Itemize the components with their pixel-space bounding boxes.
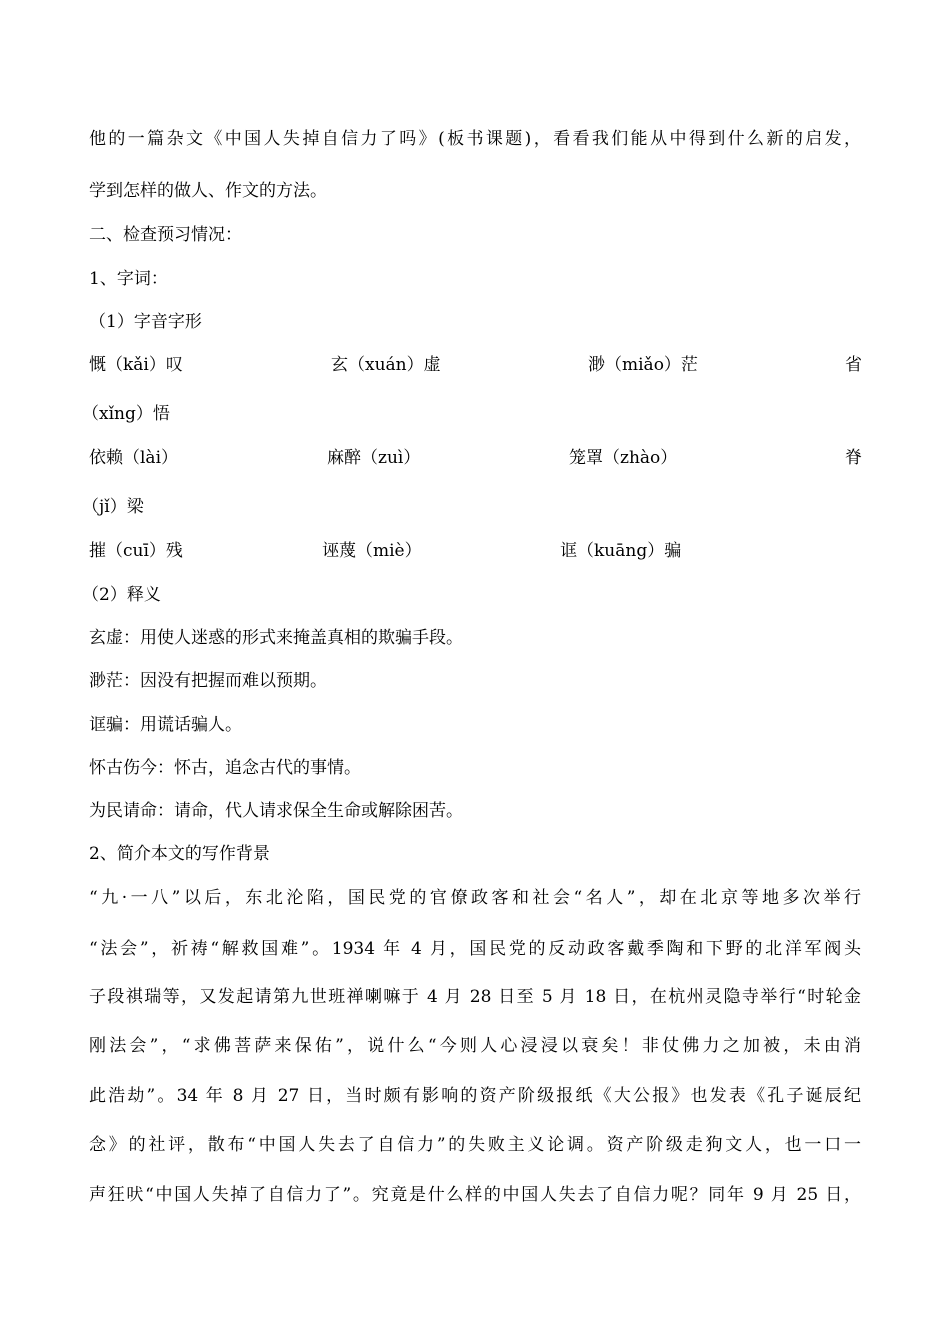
pinyin-item: 诬蔑（miè） xyxy=(322,541,422,561)
subheading-definitions: （2）释义 xyxy=(82,585,161,605)
pinyin-item: 玄（xuán）虚 xyxy=(331,355,441,375)
background-paragraph-line: “法会”，祈祷“解救国难”。1934 年 4 月，国民党的反动政客戴季陶和下野的北洋军阀头 xyxy=(89,939,861,959)
background-paragraph-line: 子段祺瑞等，又发起请第九世班禅喇嘛于 4 月 28 日至 5 月 18 日，在杭州灵隐寺举行“时轮金 xyxy=(89,987,861,1007)
pinyin-item: 渺（miǎo）茫 xyxy=(588,355,698,375)
pinyin-item: （jǐ）梁 xyxy=(82,497,144,517)
definition-item: 渺茫：因没有把握而难以预期。 xyxy=(89,671,327,691)
pinyin-item: 诓（kuāng）骗 xyxy=(560,541,682,561)
paragraph-intro-line-2: 学到怎样的做人、作文的方法。 xyxy=(89,181,327,201)
definition-item: 玄虚：用使人迷惑的形式来掩盖真相的欺骗手段。 xyxy=(89,628,463,648)
subheading-background: 2、简介本文的写作背景 xyxy=(89,844,270,864)
pinyin-item: （xǐng）悟 xyxy=(82,404,170,424)
background-paragraph-line: 刚法会”，“求佛菩萨来保佑”，说什么“今则人心浸浸以衰矣！非仗佛力之加被，未由消 xyxy=(89,1036,861,1056)
background-paragraph-line: 此浩劫”。34 年 8 月 27 日，当时颇有影响的资产阶级报纸《大公报》也发表《孔子诞辰纪 xyxy=(89,1086,861,1106)
pinyin-item: 脊 xyxy=(845,448,862,468)
pinyin-item: 慨（kǎi）叹 xyxy=(89,355,183,375)
definition-item: 为民请命：请命，代人请求保全生命或解除困苦。 xyxy=(89,801,463,821)
pinyin-item: 笼罩（zhào） xyxy=(569,448,678,468)
background-paragraph-line: 念》的社评，散布“中国人失去了自信力”的失败主义论调。资产阶级走狗文人，也一口一 xyxy=(89,1135,861,1155)
pinyin-item: 省 xyxy=(845,355,862,375)
pinyin-item: 麻醉（zuì） xyxy=(327,448,421,468)
pinyin-item: 摧（cuī）残 xyxy=(89,541,183,561)
section-heading-preview-check: 二、检查预习情况： xyxy=(89,225,242,245)
paragraph-intro-line-1: 他的一篇杂文《中国人失掉自信力了吗》(板书课题)，看看我们能从中得到什么新的启发， xyxy=(89,129,861,149)
pinyin-item: 依赖（lài） xyxy=(89,448,179,468)
background-paragraph-line: “九·一八”以后，东北沦陷，国民党的官僚政客和社会“名人”，却在北京等地多次举行 xyxy=(89,888,861,908)
subheading-vocabulary: 1、字词： xyxy=(89,269,168,289)
definition-item: 怀古伤今：怀古，追念古代的事情。 xyxy=(89,758,361,778)
definition-item: 诓骗：用谎话骗人。 xyxy=(89,715,242,735)
subheading-pronunciation: （1）字音字形 xyxy=(89,312,202,332)
background-paragraph-line: 声狂吠“中国人失掉了自信力了”。究竟是什么样的中国人失去了自信力呢？同年 9 月 25 日， xyxy=(89,1185,861,1205)
